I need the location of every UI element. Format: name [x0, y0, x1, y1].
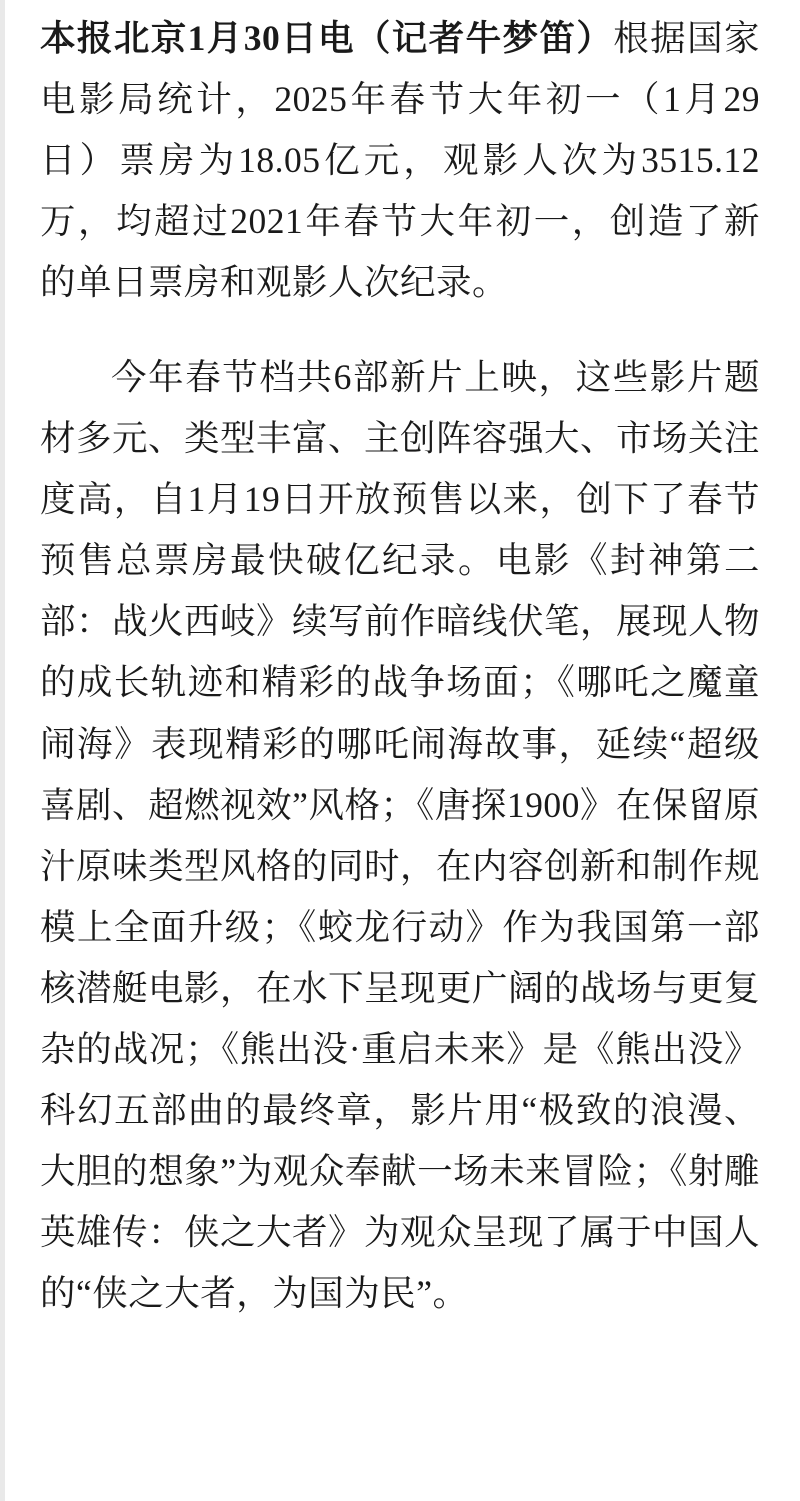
- paragraph-2-text: 今年春节档共6部新片上映，这些影片题材多元、类型丰富、主创阵容强大、市场关注度高，自1月19日开放预售以来，创下了春节预售总票房最快破亿纪录。电影《封神第二部：战火西岐》续写前作暗线伏笔，展现人物的成长轨迹和精彩的战争场面；《哪吒之魔童闹海》表现精彩的哪吒闹海故事，延续“超级喜剧、超燃视效”风格；《唐探1900》在保留原汁原味类型风格的同时，在内容创新和制作规模上全面升级；《蛟龙行动》作为我国第一部核潜艇电影，在水下呈现更广阔的战场与更复杂的战况；《熊出没·重启未来》是《熊出没》科幻五部曲的最终章，影片用“极致的浪漫、大胆的想象”为观众奉献一场未来冒险；《射雕英雄传：侠之大者》为观众呈现了属于中国人的“侠之大者，为国为民”。: [40, 357, 761, 1313]
- dateline-byline: 本报北京1月30日电（记者牛梦笛）: [40, 18, 614, 58]
- paragraph-1-text: 根据国家电影局统计，2025年春节大年初一（1月29日）票房为18.05亿元，观影人次为3515.12万，均超过2021年春节大年初一，创造了新的单日票房和观影人次纪录。: [40, 18, 760, 303]
- paragraph-1: [40, 8, 760, 313]
- paragraph-2: [40, 347, 760, 1324]
- article-body: [40, 8, 760, 1324]
- left-margin-rule: [0, 0, 5, 1501]
